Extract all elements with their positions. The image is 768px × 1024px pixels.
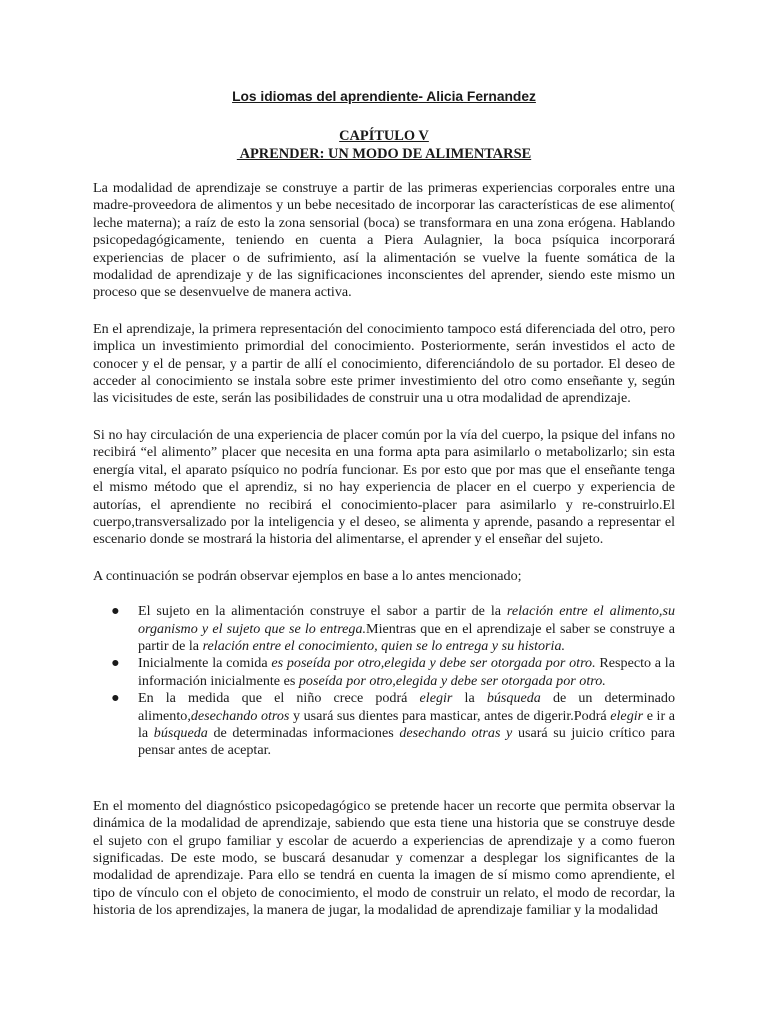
chapter-heading	[93, 128, 675, 163]
text-run: la	[452, 690, 487, 707]
italic-run: poseída por otro,elegida y debe ser otorgada por otro.	[298, 672, 606, 689]
italic-run: elegir	[610, 707, 644, 724]
paragraph-1: La modalidad de aprendizaje se construye a partir de las primeras experiencias corporales entre una madre-proveedora de alimentos y un bebe necesitado de incorporar las características de ese alimento( leche materna); a raíz de esto la zona sensorial (boca) se transformara en una zona erógena. Hablando psicopedagógicamente, teniendo en cuenta a Piera Aulagnier, la boca psíquica incorporará experiencias de placer o de sufrimiento, así la alimentación se vuelve la fuente somática de la modalidad de aprendizaje y de las significaciones inconscientes del aprender, siendo este mismo un proceso que se desenvuelve de manera activa.	[93, 180, 675, 301]
list-item	[111, 655, 675, 690]
chapter-title: APRENDER: UN MODO DE ALIMENTARSE	[236, 145, 532, 162]
text-run: y usará sus dientes para masticar, antes de digerir.Podrá	[289, 707, 611, 724]
paragraph-3: Si no hay circulación de una experiencia de placer común por la vía del cuerpo, la psique del infans no recibirá “el alimento” placer que necesita en una forma apta para asimilarlo o metabolizarlo; sin esta energía vital, el aparato psíquico no podría funcionar. Es por esto que por mas que el enseñante tenga el mismo método que el aprendiz, si no hay experiencia de placer en el cuerpo y experiencia de autorías, el aprendiente no recibirá el conocimiento-placer para asimilarlo y re-construirlo.El cuerpo,transversalizado por la inteligencia y el deseo, se alimenta y aprende, pasando a representar el escenario donde se mostrará la historia del alimentarse, el aprender y el enseñar del sujeto.	[93, 426, 675, 548]
italic-run: búsqueda	[153, 724, 208, 741]
text-run: Inicialmente la comida	[138, 655, 272, 672]
bullet-icon: ●	[111, 690, 120, 707]
document-title: Los idiomas del aprendiente- Alicia Fernandez	[232, 89, 536, 104]
text-run: Respecto a la información inicialmente es	[138, 655, 675, 689]
italic-run: relación entre el alimento,su organismo y el sujeto que se lo entrega.	[138, 603, 675, 637]
bullet-icon: ●	[111, 655, 120, 672]
text-run: El sujeto en la alimentación construye el sabor a partir de la	[138, 603, 507, 620]
examples-list	[93, 603, 675, 760]
text-run: de determinadas informaciones	[207, 724, 400, 741]
text-run: de un determinado alimento,	[138, 690, 675, 724]
text-run: usará su juicio crítico para pensar antes de aceptar.	[138, 724, 675, 759]
paragraph-5: En el momento del diagnóstico psicopedagógico se pretende hacer un recorte que permita observar la dinámica de la modalidad de aprendizaje, sabiendo que esta tiene una historia que se construye desde el sujeto con el grupo familiar y escolar de acuerdo a experiencias de aprendizaje y a como fueron significadas. De este modo, se buscará desanudar y comenzar a desplegar los significantes de la modalidad de aprendizaje. Para ello se tendrá en cuenta la imagen de sí mismo como aprendiente, el tipo de vínculo con el objeto de conocimiento, el modo de construir un relato, el modo de recordar, la historia de los aprendizajes, la manera de jugar, la modalidad de aprendizaje familiar y la modalidad	[93, 797, 675, 919]
italic-run: desechando otras y	[399, 724, 513, 741]
italic-run: elegir	[419, 690, 453, 707]
italic-run: desechando otros	[190, 707, 290, 724]
text-run: En la medida que el niño crece podrá	[138, 690, 420, 707]
italic-run: es poseída por otro,elegida y debe ser otorgada por otro.	[271, 655, 596, 672]
text-run: Mientras que en el aprendizaje el saber se construye a partir de la	[138, 620, 675, 654]
italic-run: búsqueda	[486, 690, 541, 707]
italic-run: relación entre el conocimiento, quien se lo entrega y su historia.	[202, 637, 566, 654]
text-run: e ir a la	[138, 707, 675, 741]
bullet-icon: ●	[111, 603, 120, 620]
list-item	[111, 603, 675, 655]
chapter-number: CAPÍTULO V	[339, 128, 429, 144]
list-item	[111, 690, 675, 760]
paragraph-2: En el aprendizaje, la primera representación del conocimiento tampoco está diferenciada del otro, pero implica un investimiento primordial del conocimiento. Posteriormente, serán investidos el acto de conocer y el de pensar, y a partir de allí el conocimiento, diferenciándolo de su portador. El deseo de acceder al conocimiento se instala sobre este primer investimiento del otro como enseñante y, según las vicisitudes de este, serán las posibilidades de construir una u otra modalidad de aprendizaje.	[93, 320, 675, 407]
paragraph-4: A continuación se podrán observar ejemplos en base a lo antes mencionado;	[93, 567, 522, 584]
